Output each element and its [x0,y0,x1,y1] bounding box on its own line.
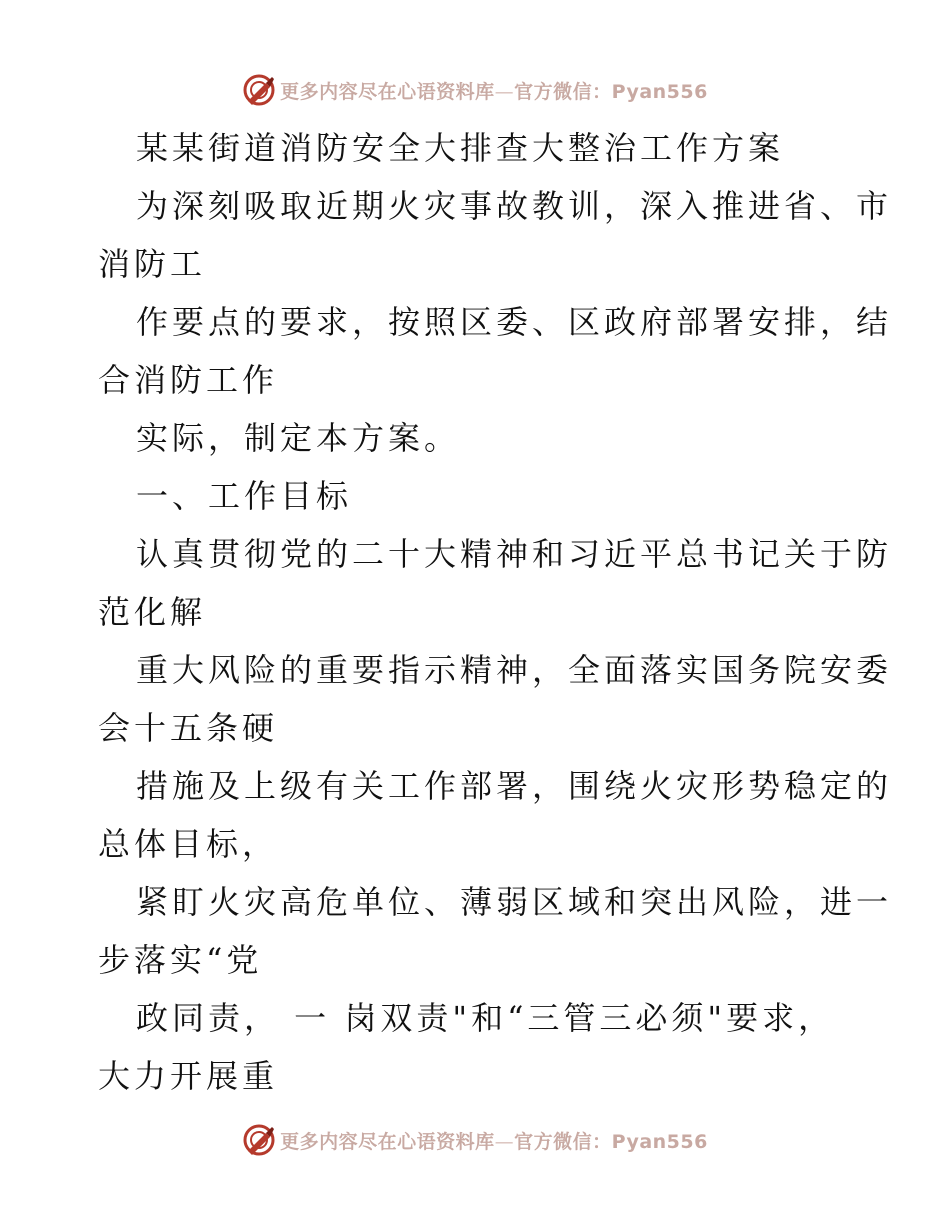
logo-icon [242,73,276,107]
paragraph-line: 总体目标， [98,825,279,863]
document-body [0,119,950,1105]
footer-banner [0,1120,950,1160]
paragraph-line: 紧盯火灾高危单位、薄弱区域和突出风险，进一 [136,883,893,921]
section-heading: 一、工作目标 [136,477,353,515]
logo-icon [242,1123,276,1157]
paragraph-line: 重大风险的重要指示精神，全面落实国务院安委 [136,651,893,689]
paragraph-line: 政同责， 一 岗双责"和“三管三必须"要求， [136,999,835,1037]
paragraph-line: 作要点的要求，按照区委、区政府部署安排，结 [136,303,893,341]
banner-text [280,77,708,104]
banner-main-text: 更多内容尽在心语资料库 [280,1130,495,1153]
paragraph-line: 为深刻吸取近期火灾事故教训，深入推进省、市 [136,187,893,225]
paragraph-line: 措施及上级有关工作部署，围绕火灾形势稳定的 [136,767,893,805]
banner-text [280,1127,708,1154]
banner-separator: — [494,1130,515,1153]
paragraph-line: 大力开展重 [98,1057,279,1095]
banner-separator: — [494,80,515,103]
paragraph-line: 消防工 [98,245,207,283]
paragraph-line: 步落实“党 [98,941,263,979]
banner-wechat-text: 官方微信：Pyan556 [514,1130,708,1153]
paragraph-line: 会十五条硬 [98,709,279,747]
paragraph-line: 范化解 [98,593,207,631]
paragraph-line: 认真贯彻党的二十大精神和习近平总书记关于防 [136,535,893,573]
header-banner [0,70,950,110]
banner-wechat-text: 官方微信：Pyan556 [514,80,708,103]
banner-main-text: 更多内容尽在心语资料库 [280,80,495,103]
paragraph-line: 合消防工作 [98,361,279,399]
paragraph-line: 实际，制定本方案。 [136,419,461,457]
document-title: 某某街道消防安全大排查大整治工作方案 [136,129,785,167]
